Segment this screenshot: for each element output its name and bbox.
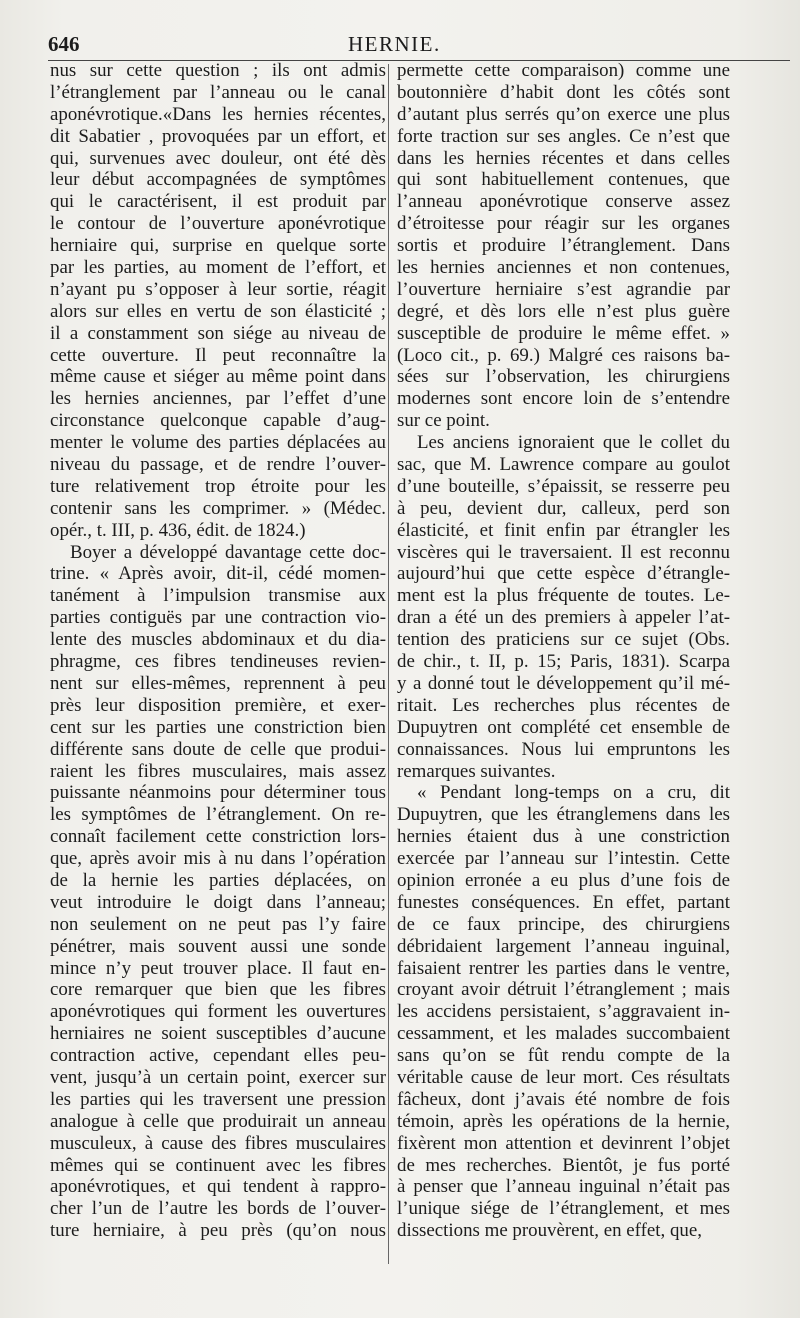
text-line: permette cette comparaison) comme une — [397, 60, 730, 81]
text-line: menter le volume des parties déplacées au — [50, 432, 386, 454]
text-line: Dupuytren, que les étranglemens dans les — [397, 804, 730, 826]
text-line: sans qu’on se fût rendu compte de la — [397, 1045, 730, 1067]
text-line: puissante néanmoins pour déterminer tous — [50, 782, 386, 804]
text-line: ment est la plus fréquente de toutes. Le- — [397, 585, 730, 607]
text-line: opinion erronée a eu plus d’une fois de — [397, 869, 730, 891]
text-line: connaissances. Nous lui empruntons les — [397, 738, 730, 760]
text-line: analogue à celle que produirait un anneau — [50, 1110, 386, 1132]
text-line: core remarquer que bien que les fibres — [50, 979, 386, 1001]
text-line: boutonnière d’habit dont les côtés sont — [397, 81, 730, 103]
text-line: Les anciens ignoraient que le collet du — [417, 432, 730, 454]
text-line: le contour de l’ouverture aponévrotique — [50, 213, 386, 235]
text-line: de la hernie les parties déplacées, on — [50, 869, 386, 891]
text-line: que, après avoir mis à nu dans l’opération — [50, 848, 386, 870]
text-line: ritait. Les recherches plus récentes de — [397, 694, 730, 716]
text-line: de mes recherches. Bientôt, je fus porté — [397, 1154, 730, 1176]
text-line: sur ce point. — [397, 410, 490, 432]
text-line: herniaire qui, surprise en quelque sorte — [50, 235, 386, 257]
text-line: qui sont habituellement contenues, que — [397, 169, 730, 191]
text-line: sées sur l’observation, les chirurgiens — [397, 366, 730, 388]
text-line: les parties qui les traversent une pression — [50, 1088, 386, 1110]
text-line: élasticité, et finit enfin par étrangler les — [397, 519, 730, 541]
text-line: pénétrer, mais souvent aussi une sonde — [50, 935, 386, 957]
text-line: lente des muscles abdominaux et du dia- — [50, 629, 386, 651]
page-number: 646 — [48, 32, 80, 56]
text-line: l’anneau aponévrotique conserve assez — [397, 191, 730, 213]
text-line: les symptômes de l’étranglement. On re- — [50, 804, 386, 826]
left-text-column — [50, 60, 386, 1296]
text-line: mince n’y peut trouver place. Il faut en- — [50, 957, 386, 979]
text-line: fâcheux, dont j’avais été nombre de fois — [397, 1088, 730, 1110]
text-line: qui le caractérisent, il est produit par — [50, 191, 386, 213]
text-line: Boyer a développé davantage cette doc- — [70, 541, 386, 563]
text-line: « Pendant long-temps on a cru, dit — [417, 782, 730, 804]
text-line: cher l’un de l’autre les bords de l’ouver- — [50, 1198, 386, 1220]
text-line: veut introduire le doigt dans l’anneau; — [50, 891, 386, 913]
text-line: l’ouverture herniaire s’est agrandie par — [397, 278, 730, 300]
column-divider — [388, 64, 389, 1264]
text-line: phragme, ces fibres tendineuses revien- — [50, 651, 386, 673]
right-text-column — [397, 60, 730, 1296]
text-line: Dupuytren ont complété cet ensemble de — [397, 716, 730, 738]
text-line: aponévrotiques qui forment les ouvertures — [50, 1001, 386, 1023]
text-line: croyant avoir détruit l’étranglement ; mais — [397, 979, 730, 1001]
text-line: funestes conséquences. En effet, partant — [397, 891, 730, 913]
text-line: nus sur cette question ; ils ont admis — [50, 60, 386, 81]
text-line: parties contiguës par une contraction vio- — [50, 607, 386, 629]
text-line: les hernies anciennes, par l’effet d’une — [50, 388, 386, 410]
text-line: n’ayant pu s’opposer à leur sortie, réagit — [50, 278, 386, 300]
text-line: l’unique siége de l’étranglement, et mes — [397, 1198, 730, 1220]
text-line: cessamment, et les malades succombaient — [397, 1023, 730, 1045]
text-line: aponévrotique.«Dans les hernies récentes, — [50, 103, 386, 125]
text-line: d’une bouteille, s’épaissit, se resserre peu — [397, 475, 730, 497]
text-line: les hernies anciennes et non contenues, — [397, 257, 730, 279]
text-line: cette ouverture. Il peut reconnaître la — [50, 344, 386, 366]
text-line: viscères qui le traversaient. Il est reconnu — [397, 541, 730, 563]
text-line: ture herniaire, à peu près (qu’on nous — [50, 1220, 386, 1242]
text-line: fixèrent mon attention et devinrent l’objet — [397, 1132, 730, 1154]
text-line: susceptible de produire le même effet. » — [397, 322, 730, 344]
text-line: à peu, devient dur, calleux, perd son — [397, 497, 730, 519]
text-line: trine. « Après avoir, dit-il, cédé momen- — [50, 563, 386, 585]
text-line: herniaires ne soient susceptibles d’aucune — [50, 1023, 386, 1045]
text-line: non seulement on ne peut pas l’y faire — [50, 913, 386, 935]
text-line: opér., t. III, p. 436, édit. de 1824.) — [50, 519, 306, 541]
text-line: différente sans doute de celle que produi- — [50, 738, 386, 760]
text-line: musculeux, à cause des fibres musculaires — [50, 1132, 386, 1154]
text-line: contenir sans les comprimer. » (Médec. — [50, 497, 386, 519]
text-line: y a donné tout le développement qu’il mé- — [397, 672, 730, 694]
text-line: qui, survenues avec douleur, ont été dès — [50, 147, 386, 169]
text-line: nent sur elles-mêmes, reprennent à peu — [50, 672, 386, 694]
text-line: aponévrotiques, et qui tendent à rappro- — [50, 1176, 386, 1198]
text-line: dran a été un des premiers à appeler l’at- — [397, 607, 730, 629]
text-line: dans les hernies récentes et dans celles — [397, 147, 730, 169]
text-line: dissections me prouvèrent, en effet, que, — [397, 1220, 702, 1242]
text-line: hernies étaient dus à une constriction — [397, 826, 730, 848]
text-line: d’autant plus serrés qu’on exerce une plus — [397, 103, 730, 125]
text-line: de ce faux principe, des chirurgiens — [397, 913, 730, 935]
text-line: mêmes qui se continuent avec les fibres — [50, 1154, 386, 1176]
text-line: leur début accompagnées de symptômes — [50, 169, 386, 191]
text-line: près leur disposition première, et exer- — [50, 694, 386, 716]
text-line: d’étroitesse pour réagir sur les organes — [397, 213, 730, 235]
text-line: contraction active, cependant elles peu- — [50, 1045, 386, 1067]
text-line: l’étranglement par l’anneau ou le canal — [50, 81, 386, 103]
text-line: aujourd’hui que cette espèce d’étrangle- — [397, 563, 730, 585]
running-title: HERNIE. — [348, 32, 441, 56]
text-line: dit Sabatier , provoquées par un effort, et — [50, 125, 386, 147]
text-line: connaît facilement cette constriction lors- — [50, 826, 386, 848]
text-line: modernes sont encore loin de s’entendre — [397, 388, 730, 410]
text-line: degré, et dès lors elle n’est plus guère — [397, 300, 730, 322]
text-line: forte traction sur ses angles. Ce n’est que — [397, 125, 730, 147]
text-line: il a constamment son siége au niveau de — [50, 322, 386, 344]
text-line: les accidens persistaient, s’aggravaient in- — [397, 1001, 730, 1023]
text-line: de chir., t. II, p. 15; Paris, 1831). Scarpa — [397, 651, 730, 673]
text-line: à penser que l’anneau inguinal n’était pas — [397, 1176, 730, 1198]
text-line: véritable cause de leur mort. Ces résultats — [397, 1066, 730, 1088]
text-line: tention des praticiens sur ce sujet (Obs. — [397, 629, 730, 651]
text-line: circonstance quelconque capable d’aug- — [50, 410, 386, 432]
text-line: ture relativement trop étroite pour les — [50, 475, 386, 497]
text-line: tanément à l’impulsion transmise aux — [50, 585, 386, 607]
text-line: par les parties, au moment de l’effort, et — [50, 257, 386, 279]
text-line: débridaient largement l’anneau inguinal, — [397, 935, 730, 957]
text-line: cent sur les parties une constriction bien — [50, 716, 386, 738]
text-line: niveau du passage, et de rendre l’ouver- — [50, 454, 386, 476]
text-line: alors sur elles en vertu de son élasticité ; — [50, 300, 386, 322]
text-line: témoin, après les opérations de la hernie, — [397, 1110, 730, 1132]
text-line: raient les fibres musculaires, mais assez — [50, 760, 386, 782]
text-line: sortis et produire l’étranglement. Dans — [397, 235, 730, 257]
text-line: (Loco cit., p. 69.) Malgré ces raisons ba- — [397, 344, 730, 366]
text-line: remarques suivantes. — [397, 760, 556, 782]
text-line: faisaient rentrer les parties dans le ventre, — [397, 957, 730, 979]
text-line: même cause et siéger au même point dans — [50, 366, 386, 388]
text-line: vent, jusqu’à un certain point, exercer sur — [50, 1066, 386, 1088]
page-header — [48, 32, 788, 62]
text-line: sac, que M. Lawrence compare au goulot — [397, 454, 730, 476]
text-line: exercée par l’anneau sur l’intestin. Cette — [397, 848, 730, 870]
